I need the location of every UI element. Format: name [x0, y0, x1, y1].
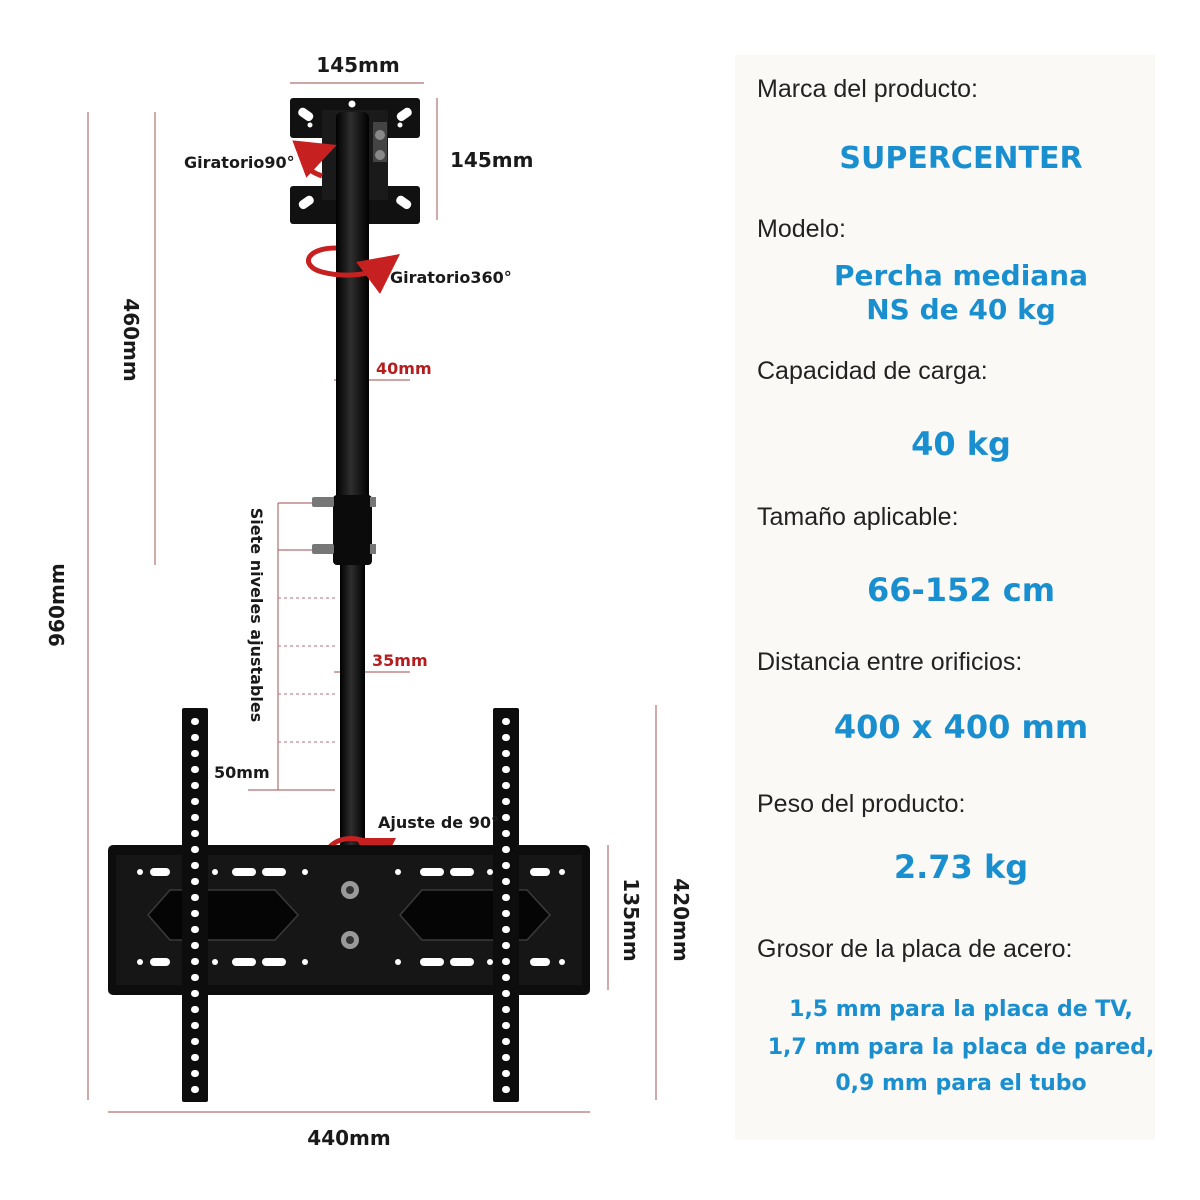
arm-slot-hole — [502, 830, 510, 837]
thickness-label: Grosor de la placa de acero: — [757, 935, 1073, 963]
arm-slot-hole — [502, 1054, 510, 1061]
vertical-arm-right — [493, 708, 519, 1102]
arm-slot-hole — [191, 990, 199, 997]
brand-label: Marca del producto: — [757, 75, 978, 103]
arm-slot-hole — [502, 782, 510, 789]
arm-slot-hole — [191, 958, 199, 965]
holes-label: Distancia entre orificios: — [757, 648, 1023, 676]
arm-slot-hole — [191, 734, 199, 741]
arm-slot-hole — [502, 846, 510, 853]
arm-slot-hole — [191, 750, 199, 757]
arm-slot-hole — [191, 1086, 199, 1093]
arm-slot-hole — [502, 958, 510, 965]
level-step-label: 50mm — [214, 763, 270, 782]
arm-slot-hole — [191, 910, 199, 917]
vertical-arm-left — [182, 708, 208, 1102]
plate-width-label: 440mm — [307, 1126, 391, 1150]
arm-slot-hole — [191, 1070, 199, 1077]
thickness-value-line-3: 0,9 mm para el tubo — [835, 1071, 1087, 1096]
arm-slot-hole — [191, 942, 199, 949]
arm-slot-hole — [502, 878, 510, 885]
model-value-line-2: NS de 40 kg — [866, 293, 1056, 326]
arm-slot-hole — [502, 1086, 510, 1093]
capacity-label: Capacidad de carga: — [757, 357, 988, 385]
arm-slot-hole — [191, 718, 199, 725]
rotate-90-label: Giratorio90° — [184, 153, 295, 172]
arm-slot-hole — [191, 830, 199, 837]
brand-value: SUPERCENTER — [839, 141, 1083, 176]
total-length-label: 960mm — [45, 563, 69, 647]
arm-slot-hole — [502, 942, 510, 949]
size-label: Tamaño aplicable: — [757, 503, 959, 531]
spec-panel — [735, 55, 1155, 1140]
capacity-value: 40 kg — [911, 425, 1011, 463]
arm-slot-hole — [502, 926, 510, 933]
top-height-label: 145mm — [450, 148, 534, 172]
arm-slot-hole — [502, 766, 510, 773]
arm-slot-hole — [502, 1022, 510, 1029]
arm-slot-hole — [502, 814, 510, 821]
arm-slot-hole — [502, 750, 510, 757]
size-value: 66-152 cm — [866, 571, 1056, 609]
upper-tube-label: 40mm — [376, 359, 432, 378]
lower-tube-label: 35mm — [372, 651, 428, 670]
plate-height-label: 135mm — [619, 878, 643, 962]
level-markers — [278, 598, 335, 742]
arm-slot-hole — [502, 910, 510, 917]
weight-label: Peso del producto: — [757, 790, 966, 818]
rotate-360-label: Giratorio360° — [390, 268, 512, 287]
arm-slot-hole — [191, 1022, 199, 1029]
arm-slot-hole — [502, 990, 510, 997]
weight-value: 2.73 kg — [893, 848, 1029, 886]
model-label: Modelo: — [757, 215, 846, 243]
levels-label: Siete niveles ajustables — [247, 507, 266, 723]
thickness-value-line-1: 1,5 mm para la placa de TV, — [789, 997, 1133, 1022]
holes-value: 400 x 400 mm — [833, 708, 1089, 746]
arm-slot-hole — [502, 734, 510, 741]
arm-height-label: 420mm — [669, 878, 693, 962]
arm-slot-hole — [502, 974, 510, 981]
arm-slot-hole — [191, 846, 199, 853]
arm-slot-hole — [502, 894, 510, 901]
arm-slot-hole — [191, 878, 199, 885]
model-value-line-1: Percha mediana — [833, 259, 1089, 292]
arm-slot-hole — [191, 814, 199, 821]
arm-slot-hole — [502, 862, 510, 869]
arm-slot-hole — [191, 766, 199, 773]
rotate-90-arrow-icon — [306, 152, 322, 176]
thickness-value-line-2: 1,7 mm para la placa de pared, — [767, 1035, 1155, 1060]
arm-slot-hole — [502, 1070, 510, 1077]
arm-slot-hole — [502, 798, 510, 805]
arm-slot-hole — [191, 926, 199, 933]
arm-slot-hole — [191, 1038, 199, 1045]
arm-slot-hole — [191, 798, 199, 805]
top-width-label: 145mm — [316, 53, 400, 77]
arm-slot-hole — [191, 782, 199, 789]
arm-slot-hole — [191, 1006, 199, 1013]
arm-slot-hole — [502, 718, 510, 725]
arm-slot-hole — [191, 894, 199, 901]
tilt-90-label: Ajuste de 90° — [378, 813, 499, 832]
upper-length-label: 460mm — [119, 298, 143, 382]
arm-slot-hole — [191, 862, 199, 869]
arm-slot-hole — [191, 974, 199, 981]
arm-slot-hole — [191, 1054, 199, 1061]
arm-slot-hole — [502, 1038, 510, 1045]
arm-slot-hole — [502, 1006, 510, 1013]
